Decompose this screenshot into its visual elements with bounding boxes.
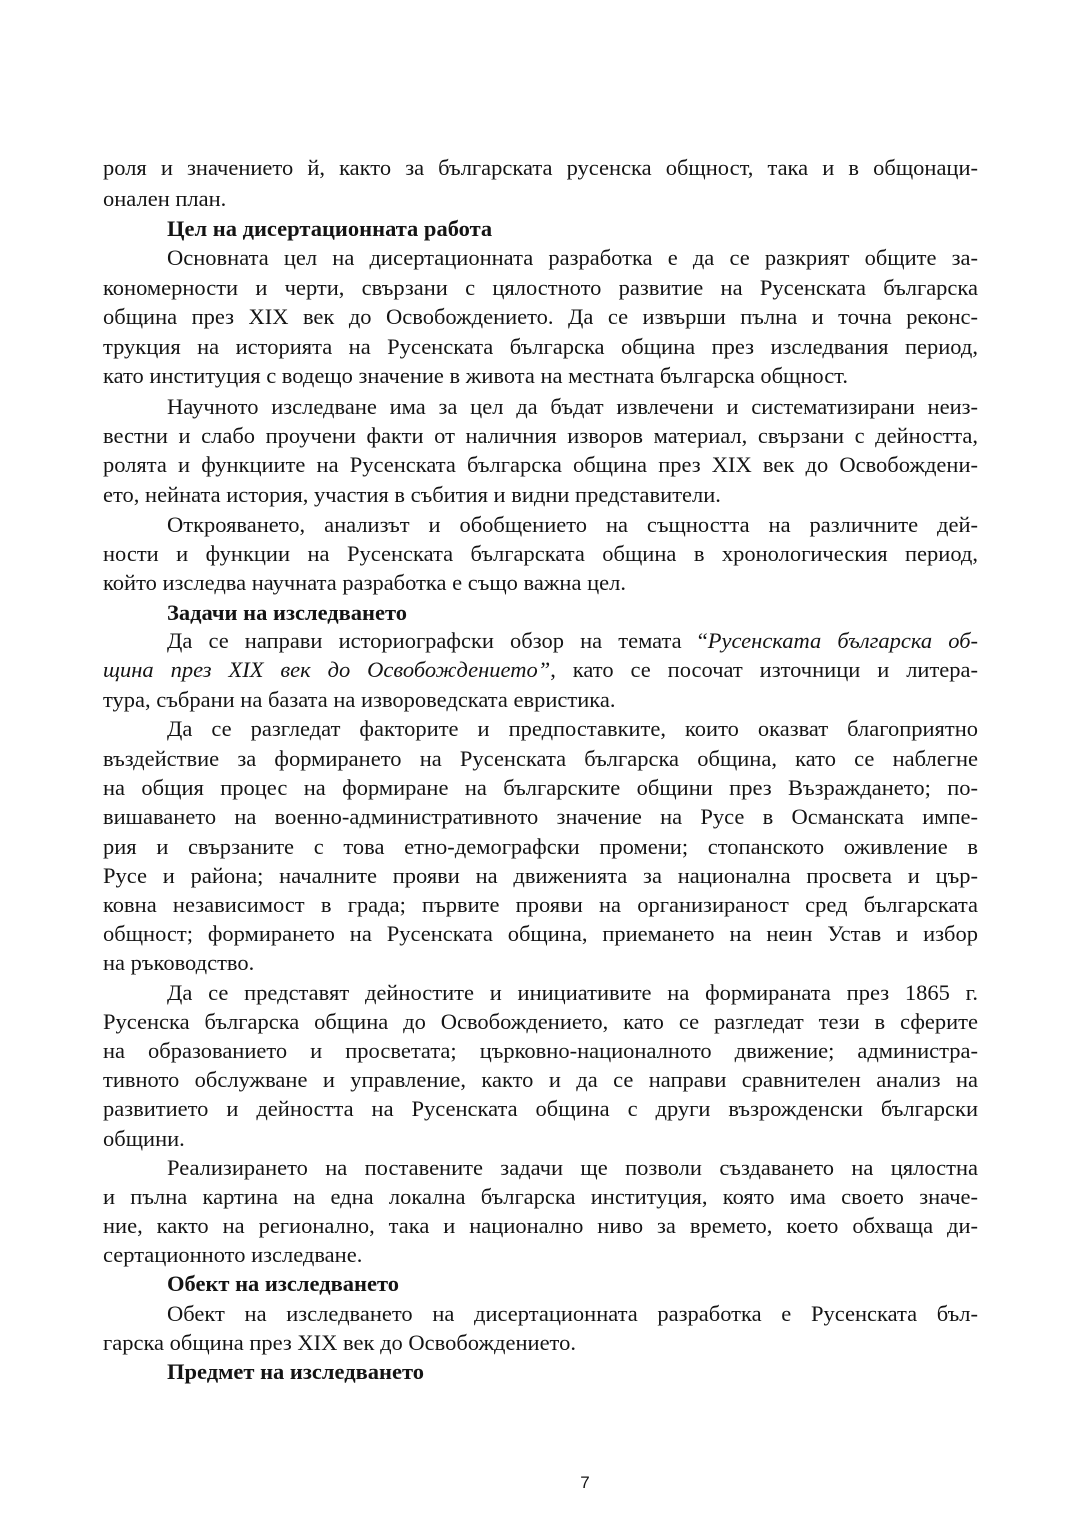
text-line: тивното обслужване и управление, както и да се направи сравнителен анализ на [103, 1067, 978, 1092]
text-line: общини. [103, 1126, 185, 1151]
italic-title-span: щина през XIX век до Освобождението” [103, 657, 551, 682]
text-line: гарска община през XIX век до Освобождението. [103, 1330, 576, 1355]
section-heading-subject: Предмет на изследването [167, 1359, 424, 1384]
text-line: Да се разгледат факторите и предпоставките, които оказват благоприятно [167, 716, 978, 741]
text-line: ето, нейната история, участия в събития и видни представители. [103, 482, 721, 507]
text-line: роля и значението й, както за българската русенска общност, така и в общонаци- [103, 155, 978, 180]
text-line [103, 655, 978, 685]
text-line: онален план. [103, 186, 227, 211]
text-line: ности и функции на Русенската българската община в хронологическия период, [103, 541, 978, 566]
page-number: 7 [580, 1473, 590, 1492]
text-line: Русе и района; началните прояви на движенията за национална просвета и цър- [103, 863, 978, 888]
text-line: Открояването, анализът и обобщението на същността на различните дей- [167, 512, 978, 537]
text-line: вишаването на военно-административното значение на Русе в Османската импе- [103, 804, 978, 829]
text-line: на ръководство. [103, 950, 255, 975]
text-line: ние, както на регионално, така и национално ниво за времето, което обхваща ди- [103, 1213, 978, 1238]
text-line: Реализирането на поставените задачи ще позволи създаването на цялостна [167, 1155, 978, 1180]
section-heading-goal: Цел на дисертационната работа [167, 216, 493, 241]
text-line: трукция на историята на Русенската българска община през изследвания период, [103, 334, 978, 359]
text-span: Да се направи историографски обзор на темата “ [167, 628, 708, 653]
italic-title-span: Русенската българска об- [707, 628, 978, 653]
text-line: развитието и дейността на Русенската община с други възрожденски български [103, 1096, 978, 1121]
text-line: ролята и функциите на Русенската българска община през XIX век до Освобождени- [103, 452, 978, 477]
text-line: въздействие за формирането на Русенската българска община, като се наблегне [103, 746, 978, 771]
section-heading-object: Обект на изследването [167, 1271, 399, 1296]
text-line: община през XIX век до Освобождението. Да се извърши пълна и точна реконс- [103, 304, 978, 329]
text-line: който изследва научната разработка е също важна цел. [103, 570, 626, 595]
text-line: тура, събрани на базата на извороведската евристика. [103, 687, 616, 712]
text-line: Да се представят дейностите и инициативите на формираната през 1865 г. [167, 980, 978, 1005]
section-heading-tasks: Задачи на изследването [167, 600, 408, 625]
text-line: общност; формирането на Русенската община, приемането на неин Устав и избор [103, 921, 978, 946]
text-line: сертационното изследване. [103, 1242, 363, 1267]
text-line: вестни и слабо проучени факти от наличния изворов материал, свързани с дейността, [103, 423, 978, 448]
text-line: Обект на изследването на дисертационната разработка е Русенската бъл- [167, 1301, 978, 1326]
text-line: ковна независимост в града; първите прояви на организираност сред българската [103, 892, 978, 917]
text-line: и пълна картина на една локална българска институция, която има своето значе- [103, 1184, 978, 1209]
text-span: , като се посочат източници и литера- [550, 657, 979, 682]
text-line: рия и свързаните с това етно-демографски промени; стопанското оживление в [103, 834, 978, 859]
text-line: като институция с водещо значение в живота на местната българска общност. [103, 363, 848, 388]
text-line: кономерности и черти, свързани с цялостното развитие на Русенската българска [103, 275, 978, 300]
text-line: Основната цел на дисертационната разработка е да се разкрият общите за- [167, 245, 978, 270]
text-line [167, 626, 978, 656]
text-line: Русенска българска община до Освобождението, като се разгледат тези в сферите [103, 1009, 978, 1034]
text-line: Научното изследване има за цел да бъдат извлечени и систематизирани неиз- [167, 394, 978, 419]
text-line: на общия процес на формиране на българските общини през Възраждането; по- [103, 775, 978, 800]
text-line: на образованието и просветата; църковно-националното движение; администра- [103, 1038, 978, 1063]
